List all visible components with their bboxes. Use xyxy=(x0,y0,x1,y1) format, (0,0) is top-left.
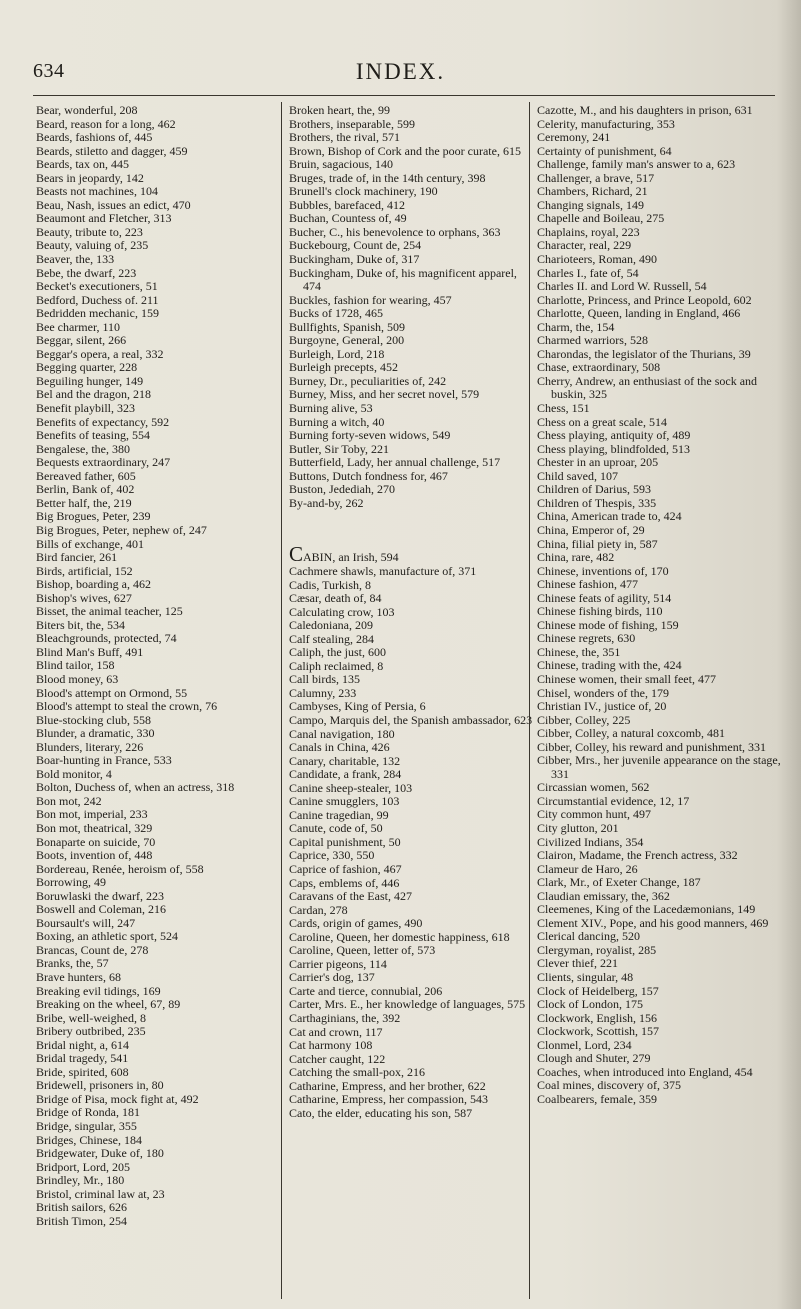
index-entry: Caprice, 330, 550 xyxy=(289,848,375,863)
index-entry: Buston, Jedediah, 270 xyxy=(289,482,395,497)
index-entry: Brave hunters, 68 xyxy=(36,970,121,984)
index-entry: Beggar, silent, 266 xyxy=(36,333,127,348)
index-entry: Burney, Dr., peculiarities of, 242 xyxy=(289,373,447,388)
index-entry: Caps, emblems of, 446 xyxy=(289,875,400,890)
index-entry: Clock of London, 175 xyxy=(537,997,643,1012)
index-entry: Brunell's clock machinery, 190 xyxy=(289,184,438,199)
index-entry: Bonaparte on suicide, 70 xyxy=(36,834,156,849)
index-entry: Blunders, literary, 226 xyxy=(36,739,144,754)
index-entry: Biters bit, the, 534 xyxy=(36,617,125,632)
index-entry: Charmed warriors, 528 xyxy=(537,333,648,348)
index-entry: Birds, artificial, 152 xyxy=(36,563,133,578)
index-entry: Brothers, the rival, 571 xyxy=(289,130,400,145)
index-entry: Burgoyne, General, 200 xyxy=(289,333,405,348)
index-entry: CABIN, an Irish, 594 xyxy=(289,542,399,567)
index-entry: Butler, Sir Toby, 221 xyxy=(289,441,390,456)
index-entry: Cibber, Colley, his reward and punishment, 331 xyxy=(537,739,767,754)
index-entry: Carthaginians, the, 392 xyxy=(289,1011,401,1025)
index-entry: Clever thief, 221 xyxy=(537,956,618,971)
index-entry: Bridge of Ronda, 181 xyxy=(36,1105,140,1120)
index-entry: Benefit playbill, 323 xyxy=(36,401,135,416)
index-entry: Catching the small-pox, 216 xyxy=(289,1065,425,1080)
index-entry: Clerical dancing, 520 xyxy=(537,929,640,944)
index-entry: Calculating crow, 103 xyxy=(289,604,395,619)
index-entry: Cards, origin of games, 490 xyxy=(289,916,423,931)
section-initial: C xyxy=(289,542,304,567)
index-entry: Cibber, Colley, 225 xyxy=(537,712,631,727)
column-divider xyxy=(281,102,282,1299)
index-entry: Burning forty-seven widows, 549 xyxy=(289,428,451,443)
index-entry: Coal mines, discovery of, 375 xyxy=(537,1078,681,1093)
index-entry: Boursault's will, 247 xyxy=(36,915,136,930)
index-entry: Carrier pigeons, 114 xyxy=(289,956,387,971)
index-entry: Chess, 151 xyxy=(537,401,590,416)
index-entry: Character, real, 229 xyxy=(537,238,632,253)
index-entry: City glutton, 201 xyxy=(537,820,619,835)
index-entry: Brothers, inseparable, 599 xyxy=(289,116,415,131)
index-entry: Clock of Heidelberg, 157 xyxy=(537,983,659,998)
index-entry: Cato, the elder, educating his son, 587 xyxy=(289,1105,473,1120)
index-column-2 xyxy=(289,104,537,1120)
index-entry: Brown, Bishop of Cork and the poor curate, 615 xyxy=(289,143,521,158)
index-entry: Caravans of the East, 427 xyxy=(289,889,412,904)
index-entry: Benefits of teasing, 554 xyxy=(36,428,150,443)
index-entry: Candidate, a frank, 284 xyxy=(289,767,402,782)
index-entry: Bridewell, prisoners in, 80 xyxy=(36,1078,164,1093)
index-entry: Canine tragedian, 99 xyxy=(289,807,389,822)
index-entry: Breaking evil tidings, 169 xyxy=(36,983,161,998)
index-entry: Call birds, 135 xyxy=(289,672,360,687)
index-entry: Blood's attempt to steal the crown, 76 xyxy=(36,699,218,714)
index-entry: Clameur de Haro, 26 xyxy=(537,861,638,876)
index-entry: Bridport, Lord, 205 xyxy=(36,1159,130,1174)
index-entry: Bubbles, barefaced, 412 xyxy=(289,197,405,212)
index-entry: Calf stealing, 284 xyxy=(289,631,374,646)
index-entry: Cardan, 278 xyxy=(289,902,348,917)
index-entry: Carrier's dog, 137 xyxy=(289,970,375,985)
index-entry: Chinese fishing birds, 110 xyxy=(537,604,663,619)
index-entry: Charioteers, Roman, 490 xyxy=(537,252,657,267)
index-entry: Bristol, criminal law at, 23 xyxy=(36,1186,165,1201)
index-entry: Caprice of fashion, 467 xyxy=(289,861,402,876)
index-entry: Bribe, well-weighed, 8 xyxy=(36,1010,146,1025)
index-entry: Clients, singular, 48 xyxy=(537,970,634,984)
index-entry: Bedford, Duchess of. 211 xyxy=(36,292,159,307)
index-entry: Beauty, tribute to, 223 xyxy=(36,224,143,239)
index-entry: Bear, wonderful, 208 xyxy=(36,103,138,117)
index-entry: Bridgewater, Duke of, 180 xyxy=(36,1146,164,1161)
index-column-1 xyxy=(36,104,284,1228)
index-entry: Bee charmer, 110 xyxy=(36,319,121,334)
index-entry: Catharine, Empress, her compassion, 543 xyxy=(289,1092,488,1107)
index-entry: Children of Thespis, 335 xyxy=(537,495,657,510)
index-entry: Charles II. and Lord W. Russell, 54 xyxy=(537,279,707,294)
index-entry: Chess playing, antiquity of, 489 xyxy=(537,428,691,443)
index-entry: Bon mot, imperial, 233 xyxy=(36,807,148,822)
index-entry: China, Emperor of, 29 xyxy=(537,522,645,537)
index-entry: Bride, spirited, 608 xyxy=(36,1064,129,1079)
index-entry: Catcher caught, 122 xyxy=(289,1051,386,1066)
index-entry: Buckles, fashion for wearing, 457 xyxy=(289,292,452,307)
index-entry: Bel and the dragon, 218 xyxy=(36,387,151,402)
index-entry: Burning alive, 53 xyxy=(289,401,373,416)
index-entry: Beard, reason for a long, 462 xyxy=(36,116,176,131)
index-entry: Bruin, sagacious, 140 xyxy=(289,157,393,172)
index-entry: Clement XIV., Pope, and his good manners, 469 xyxy=(537,915,769,930)
index-entry: Clairon, Madame, the French actress, 332 xyxy=(537,848,738,863)
page-number: 634 xyxy=(33,60,65,82)
index-entry: Beards, tax on, 445 xyxy=(36,157,129,172)
index-entry: Charlotte, Princess, and Prince Leopold, 602 xyxy=(537,292,752,307)
index-entry: Bucher, C., his benevolence to orphans, 363 xyxy=(289,224,501,239)
index-entry: Chess playing, blindfolded, 513 xyxy=(537,441,690,456)
index-entry: Capital punishment, 50 xyxy=(289,834,401,849)
index-entry: Child saved, 107 xyxy=(537,468,618,483)
index-entry: Bribery outbribed, 235 xyxy=(36,1024,146,1039)
index-entry: Canary, charitable, 132 xyxy=(289,753,401,768)
index-entry: Chinese, the, 351 xyxy=(537,644,621,659)
index-entry: Beaumont and Fletcher, 313 xyxy=(36,211,172,226)
index-entry: Bridal night, a, 614 xyxy=(36,1037,129,1052)
index-entry: Chinese women, their small feet, 477 xyxy=(537,671,716,686)
index-entry: Bisset, the animal teacher, 125 xyxy=(36,604,183,619)
index-entry: Charles I., fate of, 54 xyxy=(537,265,639,280)
index-entry: Bucks of 1728, 465 xyxy=(289,306,383,321)
index-entry: Borrowing, 49 xyxy=(36,875,106,890)
index-entry: Chapelle and Boileau, 275 xyxy=(537,211,665,226)
index-entry: Begging quarter, 228 xyxy=(36,360,138,375)
index-entry: Clergyman, royalist, 285 xyxy=(537,942,657,957)
index-entry: Charm, the, 154 xyxy=(537,319,615,334)
index-entry: Blind tailor, 158 xyxy=(36,658,115,673)
index-entry: Buckebourg, Count de, 254 xyxy=(289,238,422,253)
index-entry: Bird fancier, 261 xyxy=(36,550,118,565)
index-entry: Buttons, Dutch fondness for, 467 xyxy=(289,468,448,483)
index-entry: Calumny, 233 xyxy=(289,685,357,700)
index-entry: Bishop's wives, 627 xyxy=(36,590,132,605)
index-entry: Caroline, Queen, letter of, 573 xyxy=(289,943,436,958)
index-entry: Chester in an uproar, 205 xyxy=(537,455,659,470)
index-entry: Ceremony, 241 xyxy=(537,130,611,145)
index-entry: Coaches, when introduced into England, 454 xyxy=(537,1064,753,1079)
index-entry: Brancas, Count de, 278 xyxy=(36,942,149,957)
index-entry: British sailors, 626 xyxy=(36,1200,128,1215)
page-header xyxy=(0,60,801,94)
index-entry: Boruwlaski the dwarf, 223 xyxy=(36,888,164,903)
index-entry: Burney, Miss, and her secret novel, 579 xyxy=(289,387,480,402)
index-entry: Canine smugglers, 103 xyxy=(289,794,400,809)
index-entry: Buckingham, Duke of, 317 xyxy=(289,252,420,267)
index-entry: Cambyses, King of Persia, 6 xyxy=(289,699,426,714)
index-entry: Blind Man's Buff, 491 xyxy=(36,644,144,659)
index-entry: Broken heart, the, 99 xyxy=(289,103,390,117)
index-entry: Cæsar, death of, 84 xyxy=(289,591,382,606)
index-entry: Bon mot, theatrical, 329 xyxy=(36,820,153,835)
index-entry: Cazotte, M., and his daughters in prison, 631 xyxy=(537,103,753,117)
index-entry: Children of Darius, 593 xyxy=(537,482,651,497)
index-entry: Bruges, trade of, in the 14th century, 398 xyxy=(289,170,486,185)
index-entry: Buckingham, Duke of, his magnificent apparel, 474 xyxy=(289,265,517,294)
index-entry: Christian IV., justice of, 20 xyxy=(537,699,667,714)
index-entry: Branks, the, 57 xyxy=(36,956,109,971)
index-entry: Chase, extraordinary, 508 xyxy=(537,360,661,375)
index-entry: British Timon, 254 xyxy=(36,1213,128,1228)
index-entry: Carter, Mrs. E., her knowledge of languages, 575 xyxy=(289,997,526,1012)
index-entry: Changing signals, 149 xyxy=(537,197,644,212)
index-entry: Chess on a great scale, 514 xyxy=(537,414,667,429)
index-entry: Bears in jeopardy, 142 xyxy=(36,170,144,185)
index-entry: Canute, code of, 50 xyxy=(289,821,383,836)
index-entry: Beau, Nash, issues an edict, 470 xyxy=(36,197,191,212)
index-entry: Carte and tierce, connubial, 206 xyxy=(289,983,443,998)
index-entry: Bridge of Pisa, mock fight at, 492 xyxy=(36,1091,199,1106)
index-entry: Burleigh precepts, 452 xyxy=(289,360,398,375)
index-entry: Bengalese, the, 380 xyxy=(36,441,130,456)
index-entry: Cibber, Colley, a natural coxcomb, 481 xyxy=(537,726,726,741)
index-entry: Cat harmony 108 xyxy=(289,1038,373,1053)
index-entry: Buchan, Countess of, 49 xyxy=(289,211,407,226)
index-entry: Claudian emissary, the, 362 xyxy=(537,888,670,903)
index-entry: Chinese, trading with the, 424 xyxy=(537,658,682,673)
index-entry: Bereaved father, 605 xyxy=(36,468,136,483)
index-entry: Brindley, Mr., 180 xyxy=(36,1173,125,1188)
index-entry: Becket's executioners, 51 xyxy=(36,279,158,294)
index-entry: Cherry, Andrew, an enthusiast of the sock and buskin, 325 xyxy=(537,373,758,402)
index-entry: Certainty of punishment, 64 xyxy=(537,143,672,158)
index-entry: Circassian women, 562 xyxy=(537,780,650,795)
index-entry: Civilized Indians, 354 xyxy=(537,834,644,849)
index-entry: Chisel, wonders of the, 179 xyxy=(537,685,669,700)
index-entry: Beauty, valuing of, 235 xyxy=(36,238,149,253)
index-entry: Bridges, Chinese, 184 xyxy=(36,1132,142,1147)
index-entry: Boots, invention of, 448 xyxy=(36,848,153,863)
index-entry: Cadis, Turkish, 8 xyxy=(289,577,372,592)
index-entry: Clark, Mr., of Exeter Change, 187 xyxy=(537,875,701,890)
index-entry: Boxing, an athletic sport, 524 xyxy=(36,929,178,944)
index-entry: Burning a witch, 40 xyxy=(289,414,385,429)
index-entry: Beards, stiletto and dagger, 459 xyxy=(36,143,188,158)
index-entry: Campo, Marquis del, the Spanish ambassador, 623 xyxy=(289,712,533,727)
index-entry: Bebe, the dwarf, 223 xyxy=(36,265,137,280)
index-entry: Blunder, a dramatic, 330 xyxy=(36,726,155,741)
index-entry: Bills of exchange, 401 xyxy=(36,536,144,551)
index-entry: Bordereau, Renée, heroism of, 558 xyxy=(36,861,204,876)
index-entry: Chinese regrets, 630 xyxy=(537,631,636,646)
index-entry: Clockwork, Scottish, 157 xyxy=(537,1024,659,1039)
index-entry: Benefits of expectancy, 592 xyxy=(36,414,170,429)
index-entry: Bedridden mechanic, 159 xyxy=(36,306,159,321)
index-entry: Cachmere shawls, manufacture of, 371 xyxy=(289,563,477,578)
index-entry: Caliph reclaimed, 8 xyxy=(289,658,384,673)
index-entry: Caroline, Queen, her domestic happiness, 618 xyxy=(289,929,510,944)
index-entry: Chinese fashion, 477 xyxy=(537,577,638,592)
index-entry: Chinese feats of agility, 514 xyxy=(537,590,672,605)
index-entry: Clough and Shuter, 279 xyxy=(537,1051,651,1066)
index-entry: Blood money, 63 xyxy=(36,671,119,686)
index-entry: Clockwork, English, 156 xyxy=(537,1010,657,1025)
index-entry: Canine sheep-stealer, 103 xyxy=(289,780,413,795)
index-column-3 xyxy=(537,104,785,1106)
index-entry: Chinese, inventions of, 170 xyxy=(537,563,669,578)
index-entry: Beguiling hunger, 149 xyxy=(36,373,144,388)
index-entry: Breaking on the wheel, 67, 89 xyxy=(36,997,181,1012)
index-entry: Challenger, a brave, 517 xyxy=(537,170,655,185)
index-entry: Beaver, the, 133 xyxy=(36,252,115,267)
index-entry: Big Brogues, Peter, nephew of, 247 xyxy=(36,522,207,537)
header-rule xyxy=(33,95,775,96)
index-entry: Blue-stocking club, 558 xyxy=(36,712,151,727)
index-entry: Butterfield, Lady, her annual challenge, 517 xyxy=(289,455,501,470)
index-entry: Chinese mode of fishing, 159 xyxy=(537,617,679,632)
index-entry: Bridal tragedy, 541 xyxy=(36,1051,129,1066)
index-entry: Cibber, Mrs., her juvenile appearance on the stage, 331 xyxy=(537,753,781,781)
index-entry: Canals in China, 426 xyxy=(289,740,390,755)
index-entry: Cat and crown, 117 xyxy=(289,1024,383,1039)
index-entry: Clonmel, Lord, 234 xyxy=(537,1037,632,1052)
index-entry: Beggar's opera, a real, 332 xyxy=(36,346,164,361)
index-entry: Canal navigation, 180 xyxy=(289,726,395,741)
index-entry: Bleachgrounds, protected, 74 xyxy=(36,631,177,646)
index-entry: Bolton, Duchess of, when an actress, 318 xyxy=(36,780,235,795)
index-entry: Circumstantial evidence, 12, 17 xyxy=(537,793,690,808)
index-entry: Beards, fashions of, 445 xyxy=(36,130,153,145)
index-entry: China, rare, 482 xyxy=(537,550,615,565)
index-entry: Bishop, boarding a, 462 xyxy=(36,577,151,592)
page-title: INDEX. xyxy=(355,59,446,84)
index-entry: Charlotte, Queen, landing in England, 466 xyxy=(537,306,741,321)
index-entry: Bridge, singular, 355 xyxy=(36,1119,137,1134)
index-entry: Bequests extraordinary, 247 xyxy=(36,455,171,470)
section-gap xyxy=(289,522,537,536)
index-entry: City common hunt, 497 xyxy=(537,807,651,822)
index-entry: Caliph, the just, 600 xyxy=(289,645,386,660)
index-entry: China, filial piety in, 587 xyxy=(537,536,658,551)
index-entry: Better half, the, 219 xyxy=(36,495,132,510)
index-entry: Caledoniana, 209 xyxy=(289,618,373,633)
index-entry: Big Brogues, Peter, 239 xyxy=(36,509,151,524)
column-divider xyxy=(529,102,530,1299)
index-entry: China, American trade to, 424 xyxy=(537,509,682,524)
index-entry: Bon mot, 242 xyxy=(36,793,102,808)
index-entry: Beasts not machines, 104 xyxy=(36,184,158,199)
index-entry: Chambers, Richard, 21 xyxy=(537,184,648,199)
index-entry: Challenge, family man's answer to a, 623 xyxy=(537,157,736,172)
index-entry: Catharine, Empress, and her brother, 622 xyxy=(289,1078,486,1093)
index-entry: Boswell and Coleman, 216 xyxy=(36,902,166,917)
index-entry: Coalbearers, female, 359 xyxy=(537,1091,657,1106)
index-entry: Chaplains, royal, 223 xyxy=(537,224,640,239)
index-entry: Burleigh, Lord, 218 xyxy=(289,346,385,361)
index-entry: Celerity, manufacturing, 353 xyxy=(537,116,675,131)
index-entry: Cleemenes, King of the Lacedæmonians, 149 xyxy=(537,902,756,917)
index-entry: Berlin, Bank of, 402 xyxy=(36,482,135,497)
index-entry: Blood's attempt on Ormond, 55 xyxy=(36,685,188,700)
index-entry: Charondas, the legislator of the Thurians, 39 xyxy=(537,346,751,361)
index-entry: Bold monitor, 4 xyxy=(36,766,112,781)
index-entry: By-and-by, 262 xyxy=(289,495,364,510)
index-entry: Bullfights, Spanish, 509 xyxy=(289,319,406,334)
index-entry: Boar-hunting in France, 533 xyxy=(36,753,172,768)
